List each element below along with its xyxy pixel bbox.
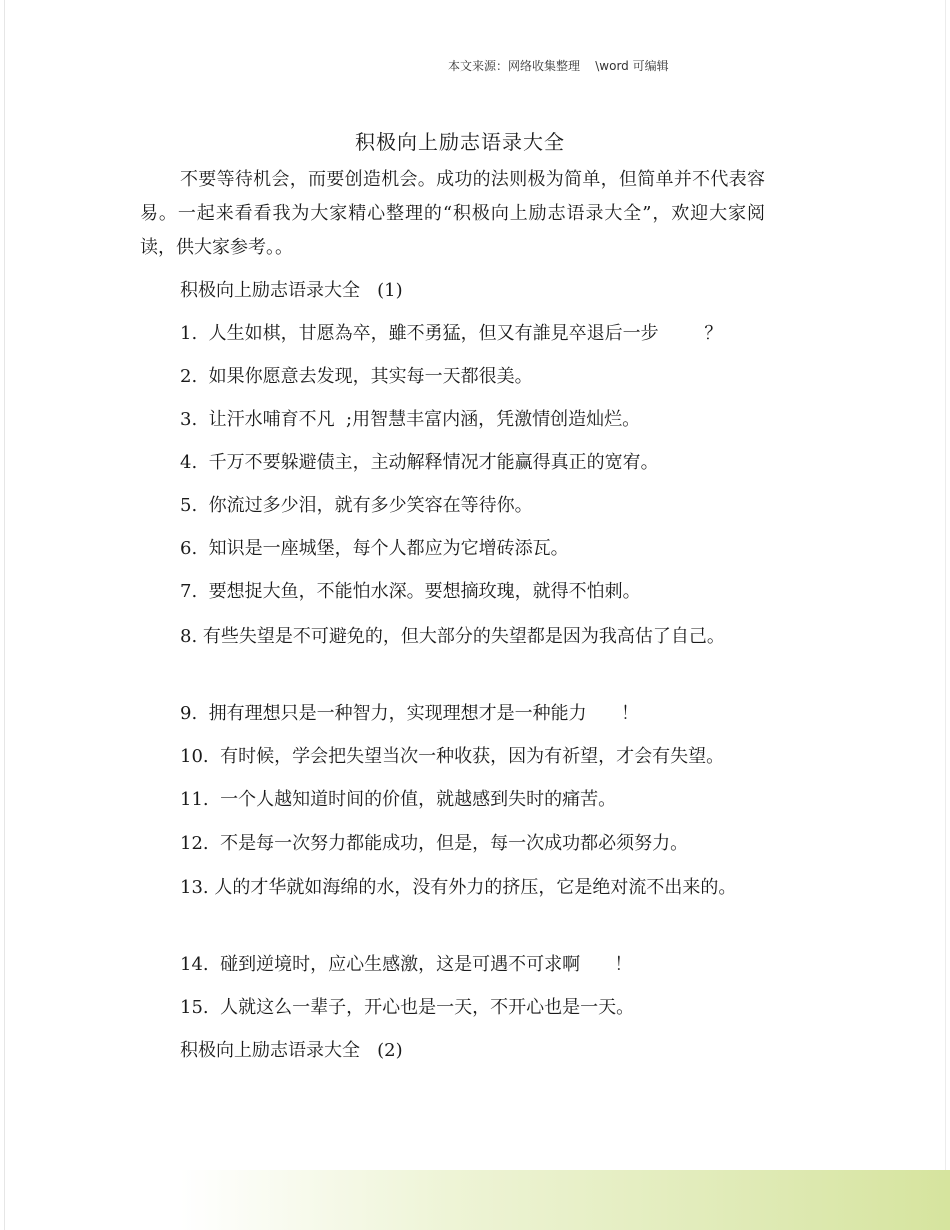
quote-item: 4. 千万不要躲避债主，主动解释情况才能赢得真正的宽宥。 — [180, 452, 659, 473]
intro-paragraph: 不要等待机会，而要创造机会。成功的法则极为简单，但简单并不代表容易。一起来看看我为大家精心整理的“积极向上励志语录大全”，欢迎大家阅读，供大家参考。。 — [140, 169, 765, 258]
quote-item: 10. 有时候，学会把失望当次一种收获，因为有祈望，才会有失望。 — [180, 746, 725, 767]
quote-item: 15. 人就这么一辈子，开心也是一天，不开心也是一天。 — [180, 997, 635, 1018]
page-left-edge — [4, 0, 5, 1230]
quote-item: 6. 知识是一座城堡，每个人都应为它增砖添瓦。 — [180, 538, 569, 559]
quote-item-wrapped: 8. 有些失望是不可避免的，但大部分的失望都是因为我高估了自己。 — [180, 626, 725, 647]
quote-item: 1. 人生如棋，甘愿為卒，雖不勇猛，但又有誰見卒退后一步 ？ — [180, 323, 723, 344]
section-heading-2: 积极向上励志语录大全 (2) — [180, 1040, 403, 1061]
quote-item: 11. 一个人越知道时间的价值，就越感到失时的痛苦。 — [180, 789, 617, 810]
document-title: 积极向上励志语录大全 — [355, 130, 565, 154]
quote-item: 12. 不是每一次努力都能成功，但是，每一次成功都必须努力。 — [180, 833, 689, 854]
quote-item: 14. 碰到逆境时，应心生感激，这是可遇不可求啊 ！ — [180, 954, 633, 975]
source-note: 本文来源：网络收集整理 \word 可编辑 — [448, 59, 669, 73]
quote-item: 5. 你流过多少泪，就有多少笑容在等待你。 — [180, 495, 533, 516]
footer-decoration — [180, 1170, 950, 1230]
page-right-edge — [945, 0, 946, 1230]
quote-item-wrapped: 13. 人的才华就如海绵的水，没有外力的挤压，它是绝对流不出来的。 — [180, 877, 737, 898]
quote-item: 3. 让汗水哺育不凡 ;用智慧丰富内涵，凭激情创造灿烂。 — [180, 409, 641, 430]
section-heading-1: 积极向上励志语录大全 (1) — [180, 280, 403, 301]
quote-item: 2. 如果你愿意去发现，其实每一天都很美。 — [180, 366, 533, 387]
quote-item: 9. 拥有理想只是一种智力，实现理想才是一种能力 ！ — [180, 703, 639, 724]
quote-item: 7. 要想捉大鱼，不能怕水深。要想摘玫瑰，就得不怕刺。 — [180, 581, 641, 602]
